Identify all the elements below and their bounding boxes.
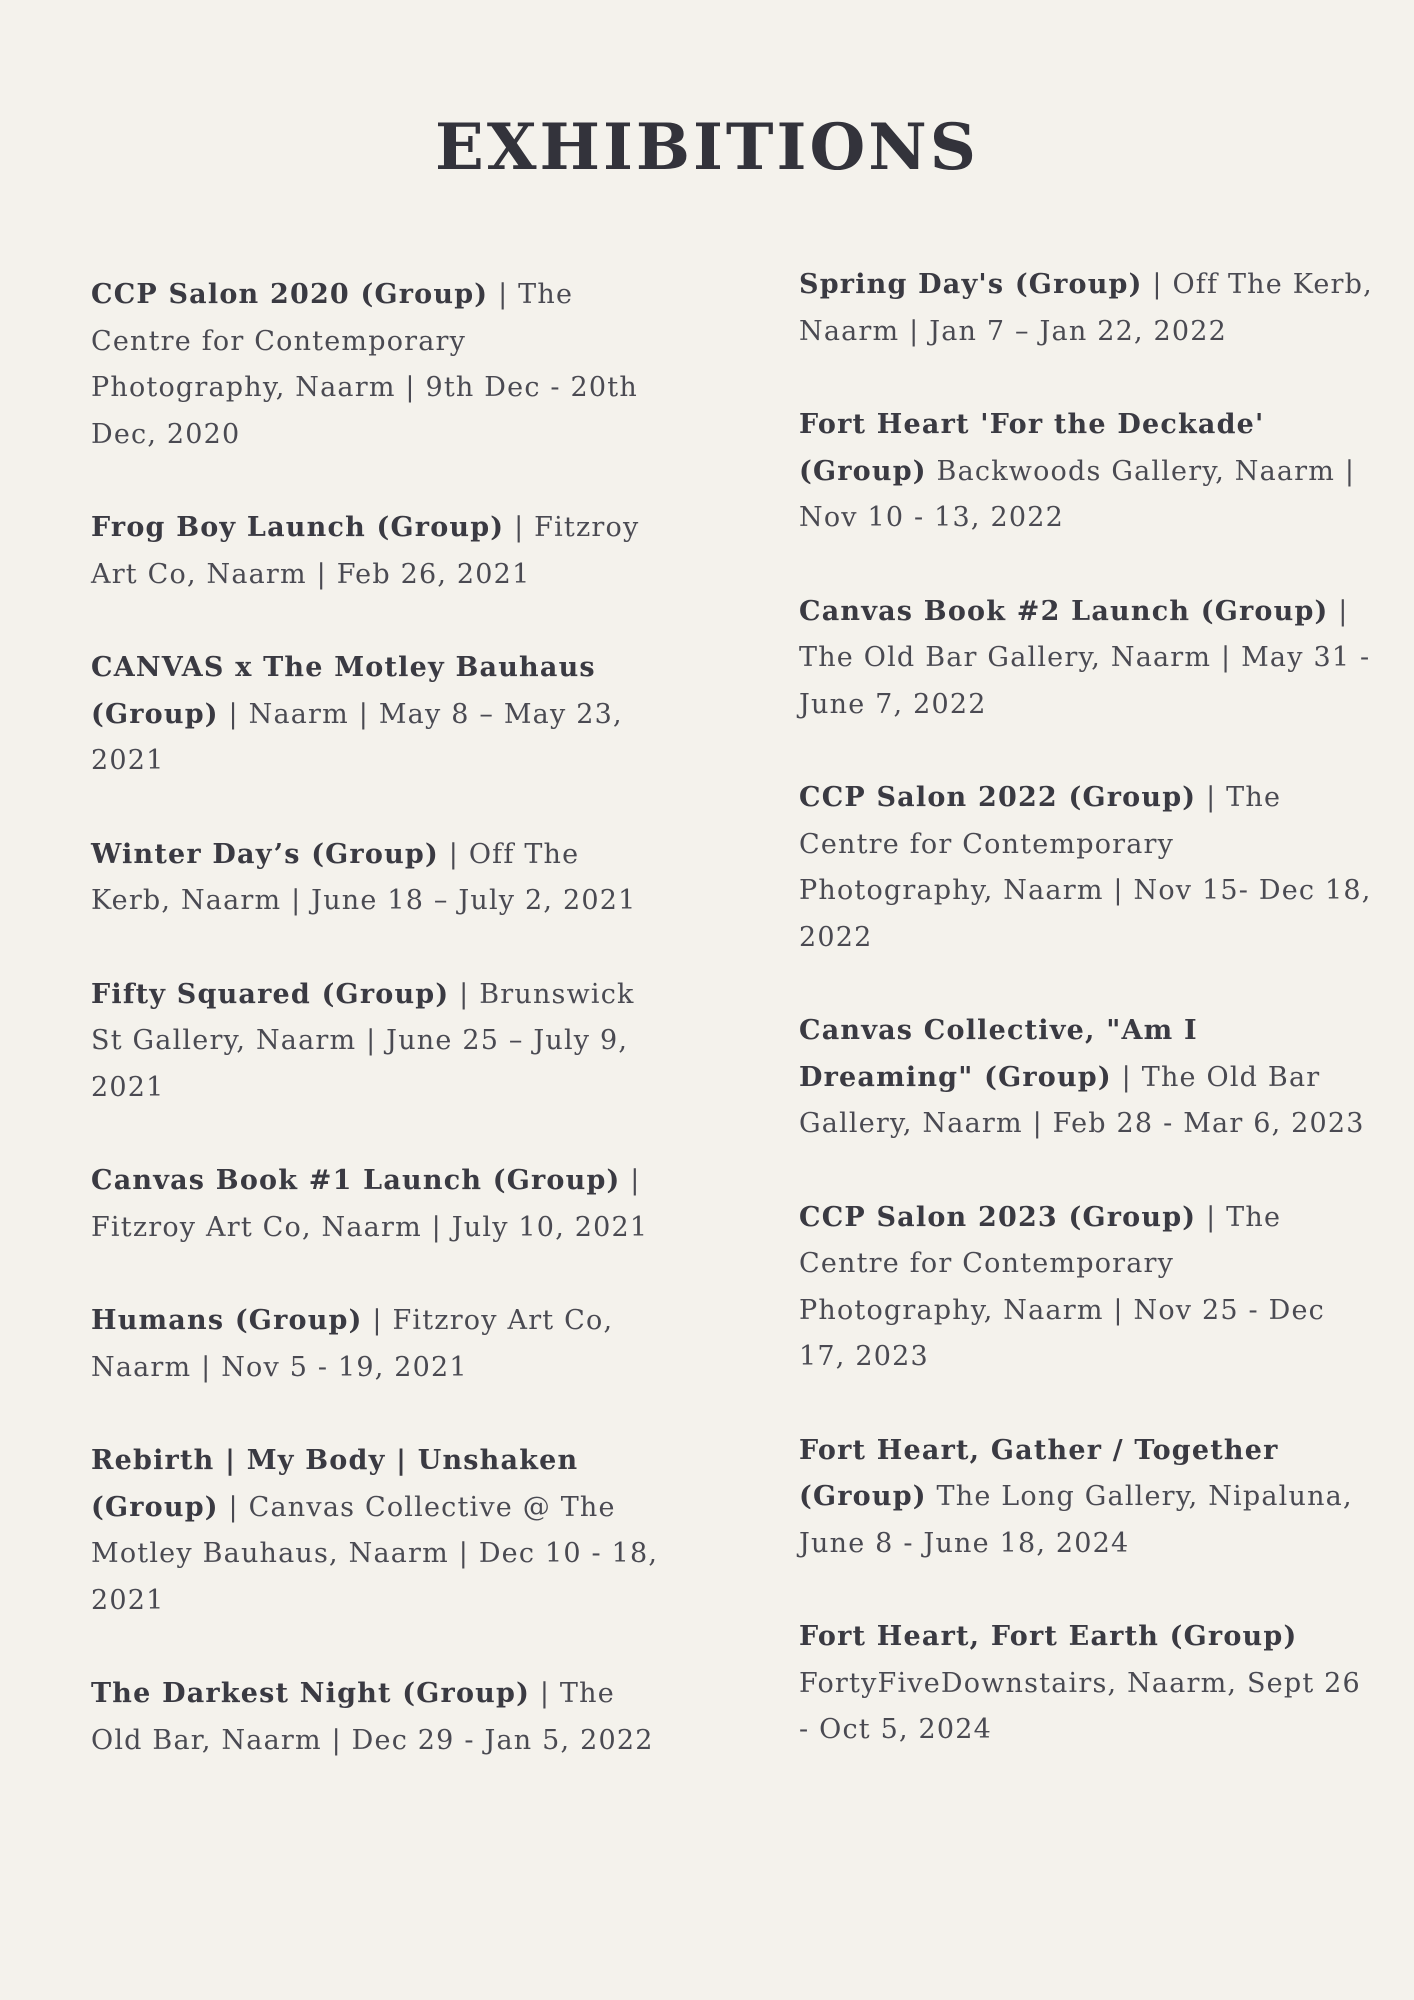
exhibition-entry [91, 505, 666, 598]
exhibition-entry [799, 1614, 1374, 1754]
exhibition-entry [91, 1438, 666, 1624]
exhibition-details: | Off The Kerb, Naarm | Jan 7 – Jan 22, 2022 [799, 269, 1373, 347]
exhibition-entry [799, 1008, 1374, 1148]
exhibition-details: | The Old Bar Gallery, Naarm | May 31 - June 7, 2022 [799, 595, 1371, 720]
exhibition-details: The Long Gallery, Nipaluna, June 8 - June 18, 2024 [799, 1481, 1353, 1559]
exhibition-details: | Canvas Collective @ The Motley Bauhaus, Naarm | Dec 10 - 18, 2021 [91, 1491, 659, 1616]
exhibition-name: Fort Heart, Gather / Together (Group) [799, 1434, 1279, 1512]
exhibition-entry [91, 1671, 666, 1764]
exhibition-entry [91, 832, 666, 925]
exhibition-name: CCP Salon 2022 (Group) [799, 782, 1197, 813]
exhibition-name: Canvas Collective, "Am I Dreaming" (Group) [799, 1015, 1198, 1093]
exhibition-entry [799, 262, 1374, 355]
exhibition-details: | Naarm | May 8 – May 23, 2021 [91, 698, 623, 776]
exhibition-name: Canvas Book #1 Launch (Group) [91, 1165, 621, 1196]
exhibition-details: | Brunswick St Gallery, Naarm | June 25 – July 9, 2021 [91, 978, 635, 1103]
exhibitions-left-column [91, 272, 666, 1811]
exhibition-details: | The Old Bar Gallery, Naarm | Feb 28 - Mar 6, 2023 [799, 1061, 1365, 1139]
exhibition-name: Frog Boy Launch (Group) [91, 512, 505, 543]
exhibition-entry [799, 589, 1374, 729]
exhibition-name: Winter Day’s (Group) [91, 838, 439, 870]
exhibition-entry [799, 1195, 1374, 1381]
exhibition-details: | The Centre for Contemporary Photography, Naarm | Nov 25 - Dec 17, 2023 [799, 1201, 1326, 1372]
exhibition-entry [91, 1298, 666, 1391]
exhibition-name: CANVAS x The Motley Bauhaus (Group) [91, 652, 596, 730]
exhibition-name: CCP Salon 2023 (Group) [799, 1201, 1197, 1233]
exhibition-entry [91, 272, 666, 458]
exhibition-entry [91, 1158, 666, 1251]
exhibition-details: Backwoods Gallery, Naarm | Nov 10 - 13, 2022 [799, 455, 1356, 533]
exhibition-details: | The Centre for Contemporary Photography, Naarm | 9th Dec - 20th Dec, 2020 [91, 279, 638, 450]
exhibition-name: Fort Heart 'For the Deckade' (Group) [799, 409, 1265, 487]
exhibition-name: Rebirth | My Body | Unshaken (Group) [91, 1445, 579, 1523]
exhibition-details: | Fitzroy Art Co, Naarm | Nov 5 - 19, 2021 [91, 1305, 614, 1383]
exhibition-entry [91, 972, 666, 1112]
exhibition-entry [799, 1428, 1374, 1568]
exhibition-details: | Fitzroy Art Co, Naarm | Feb 26, 2021 [91, 512, 640, 590]
exhibition-details: | The Centre for Contemporary Photography, Naarm | Nov 15- Dec 18, 2022 [799, 782, 1372, 953]
page-title: EXHIBITIONS [435, 110, 979, 185]
exhibitions-right-column [799, 262, 1374, 1801]
exhibition-details: | Fitzroy Art Co, Naarm | July 10, 2021 [91, 1165, 649, 1243]
exhibition-name: Fort Heart, Fort Earth (Group) [799, 1621, 1298, 1652]
exhibition-details: FortyFiveDownstairs, Naarm, Sept 26 - Oct 5, 2024 [799, 1667, 1361, 1745]
exhibition-name: Fifty Squared (Group) [91, 978, 450, 1010]
exhibition-name: Spring Day's (Group) [799, 269, 1143, 300]
exhibition-name: Humans (Group) [91, 1305, 363, 1336]
exhibition-entry [799, 402, 1374, 542]
exhibition-name: The Darkest Night (Group) [91, 1678, 531, 1709]
exhibition-details: | Off The Kerb, Naarm | June 18 – July 2, 2021 [91, 838, 637, 916]
exhibition-details: | The Old Bar, Naarm | Dec 29 - Jan 5, 2022 [91, 1678, 654, 1756]
exhibition-name: CCP Salon 2020 (Group) [91, 279, 489, 310]
exhibition-entry [799, 775, 1374, 961]
exhibition-name: Canvas Book #2 Launch (Group) [799, 595, 1329, 627]
exhibition-entry [91, 645, 666, 785]
